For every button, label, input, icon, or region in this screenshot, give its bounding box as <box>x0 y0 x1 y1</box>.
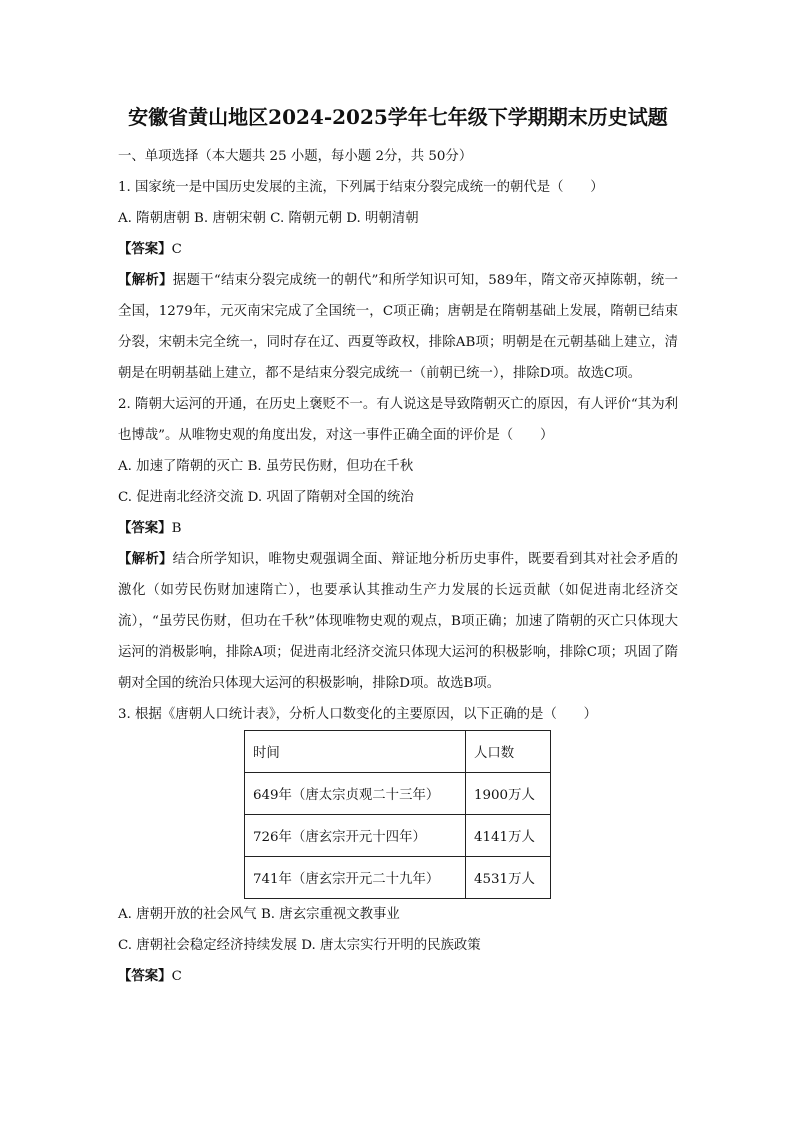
question-1-options: A. 隋朝唐朝 B. 唐朝宋朝 C. 隋朝元朝 D. 明朝清朝 <box>118 211 419 226</box>
table-cell: 4531万人 <box>466 857 551 899</box>
analysis-text: 据题干“结束分裂完成统一的朝代”和所学知识可知，589年，隋文帝灭掉陈朝，统一全国，1279年，元灭南宋完成了全国统一，C项正确；唐朝是在隋朝基础上发展，隋朝已结束分裂，宋朝未完全统一，同时存在辽、西夏等政权，排除AB项；明朝是在元朝基础上建立，清朝是在明朝基础上建立，都不是结束分裂完成统一（前朝已统一），排除D项。故选C项。 <box>118 273 679 381</box>
section-heading: 一、单项选择（本大题共 25 小题，每小题 2分，共 50分） <box>118 149 473 164</box>
table-cell: 741年（唐玄宗开元二十九年） <box>245 857 466 899</box>
question-1-stem: 1. 国家统一是中国历史发展的主流，下列属于结束分裂完成统一的朝代是（ ） <box>118 180 604 195</box>
question-3-options-line-2: C. 唐朝社会稳定经济持续发展 D. 唐太宗实行开明的民族政策 <box>118 938 481 953</box>
table-cell: 1900万人 <box>466 773 551 815</box>
answer-value: B <box>171 521 182 536</box>
document-page <box>118 102 678 992</box>
answer-value: C <box>171 242 182 257</box>
question-1-analysis <box>118 265 678 389</box>
table-header-cell: 时间 <box>245 731 466 773</box>
question-2-analysis <box>118 544 678 699</box>
answer-label: 【答案】 <box>118 520 172 536</box>
table-row <box>245 773 551 815</box>
table-cell: 726年（唐玄宗开元十四年） <box>245 815 466 857</box>
question-3-options-line-1: A. 唐朝开放的社会风气 B. 唐玄宗重视文教事业 <box>118 907 400 922</box>
question-1-answer <box>118 234 678 265</box>
page-title: 安徽省黄山地区2024-2025学年七年级下学期期末历史试题 <box>128 105 668 129</box>
table-header-cell: 人口数 <box>466 731 551 773</box>
population-table <box>244 730 551 899</box>
table-cell: 4141万人 <box>466 815 551 857</box>
question-2-options-line-2: C. 促进南北经济交流 D. 巩固了隋朝对全国的统治 <box>118 490 414 505</box>
analysis-label: 【解析】 <box>118 272 173 288</box>
analysis-label: 【解析】 <box>118 551 173 567</box>
answer-label: 【答案】 <box>118 968 172 984</box>
question-3-answer <box>118 961 678 992</box>
question-2-answer <box>118 513 678 544</box>
question-2-options-line-1: A. 加速了隋朝的灭亡 B. 虽劳民伤财，但功在千秋 <box>118 459 414 474</box>
table-cell: 649年（唐太宗贞观二十三年） <box>245 773 466 815</box>
table-row <box>245 815 551 857</box>
question-2-stem: 2. 隋朝大运河的开通，在历史上褒贬不一。有人说这是导致隋朝灭亡的原因，有人评价“其为利也博哉”。从唯物史观的角度出发，对这一事件正确全面的评价是（ ） <box>118 397 678 443</box>
table-row <box>245 857 551 899</box>
answer-label: 【答案】 <box>118 241 172 257</box>
answer-value: C <box>171 969 182 984</box>
analysis-text: 结合所学知识，唯物史观强调全面、辩证地分析历史事件，既要看到其对社会矛盾的激化（如劳民伤财加速隋亡），也要承认其推动生产力发展的长远贡献（如促进南北经济交流），“虽劳民伤财，但功在千秋”体现唯物史观的观点，B项正确；加速了隋朝的灭亡只体现大运河的消极影响，排除A项；促进南北经济交流只体现大运河的积极影响，排除C项；巩固了隋朝对全国的统治只体现大运河的积极影响，排除D项。故选B项。 <box>118 552 679 691</box>
question-3-stem: 3. 根据《唐朝人口统计表》，分析人口数变化的主要原因，以下正确的是（ ） <box>118 707 598 722</box>
table-header-row <box>245 731 551 773</box>
